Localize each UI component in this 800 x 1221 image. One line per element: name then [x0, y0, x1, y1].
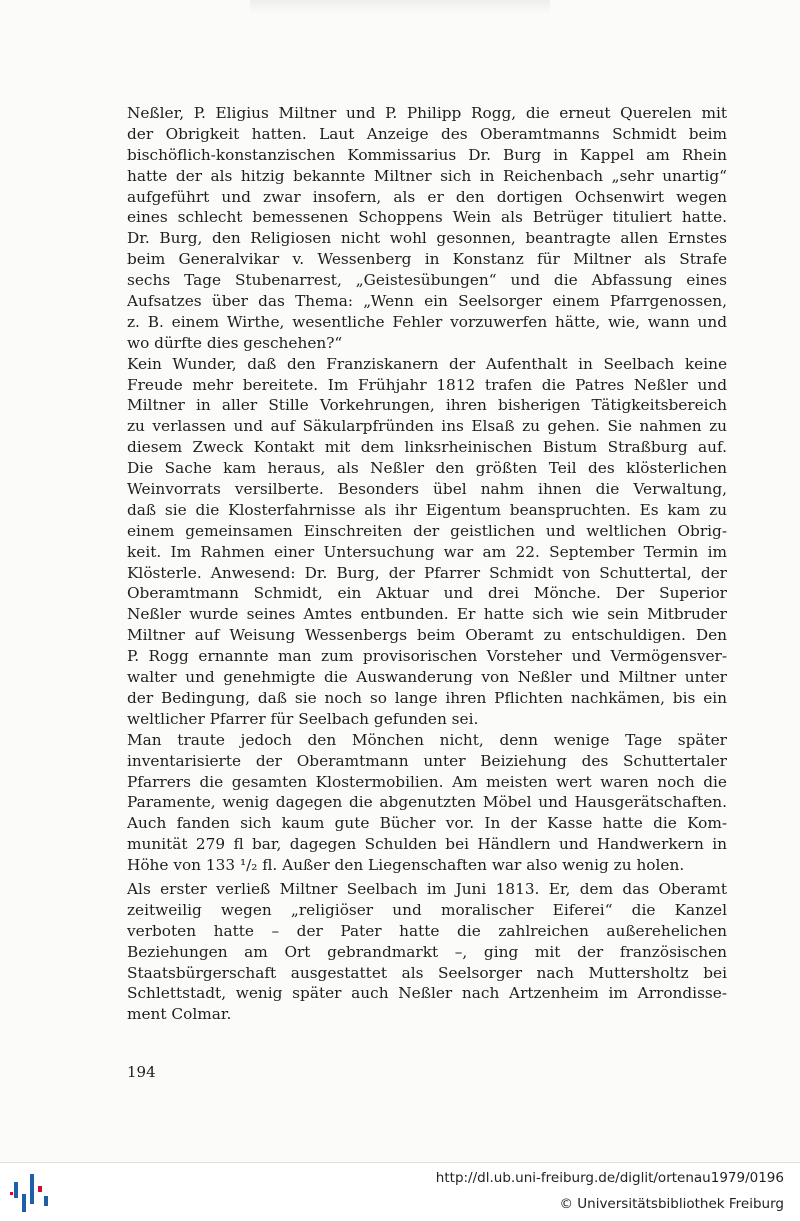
viewer-footer	[0, 1162, 800, 1221]
text-line: Staatsbürgerschaft ausgestattet als Seelsorger nach Muttersholtz bei	[127, 963, 727, 982]
text-line: Beziehungen am Ort gebrandmarkt –, ging mit der französischen	[127, 942, 727, 961]
ub-freiburg-logo-icon	[10, 1172, 50, 1214]
text-line: sechs Tage Stubenarrest, „Geistesübungen“ und die Abfassung eines	[127, 271, 727, 290]
text-line: Klösterle. Anwesend: Dr. Burg, der Pfarrer Schmidt von Schuttertal, der	[127, 563, 727, 582]
text-line: walter und genehmigte die Auswanderung von Neßler und Miltner unter	[127, 668, 727, 687]
text-line: bischöflich-konstanzischen Kommissarius Dr. Burg in Kappel am Rhein	[127, 145, 727, 164]
body-text	[127, 103, 727, 1025]
text-line: weltlicher Pfarrer für Seelbach gefunden sei.	[127, 709, 479, 728]
text-line: der Obrigkeit hatten. Laut Anzeige des Oberamtmanns Schmidt beim	[127, 124, 727, 143]
text-line: der Bedingung, daß sie noch so lange ihren Pflichten nachkämen, bis ein	[127, 688, 727, 707]
text-line: Kein Wunder, daß den Franziskanern der Aufenthalt in Seelbach keine	[127, 354, 727, 373]
text-line: einem gemeinsamen Einschreiten der geistlichen und weltlichen Obrig-	[127, 521, 727, 540]
text-line: inventarisierte der Oberamtmann unter Beiziehung des Schuttertaler	[127, 751, 727, 770]
text-line: Paramente, wenig dagegen die abgenutzten Möbel und Hausgerätschaften.	[127, 793, 727, 812]
permalink-url[interactable]: http://dl.ub.uni-freiburg.de/diglit/ortenau1979/0196	[435, 1170, 784, 1186]
text-line: keit. Im Rahmen einer Untersuchung war am 22. September Termin im	[127, 542, 727, 561]
text-line: beim Generalvikar v. Wessenberg in Konstanz für Miltner als Strafe	[127, 250, 727, 269]
text-line: munität 279 fl bar, dagegen Schulden bei Händlern und Handwerkern in	[127, 835, 727, 854]
text-line: Freude mehr bereitete. Im Frühjahr 1812 trafen die Patres Neßler und	[127, 375, 727, 394]
text-line: diesem Zweck Kontakt mit dem linksrheinischen Bistum Straßburg auf.	[127, 438, 727, 457]
text-line: Miltner in aller Stille Vorkehrungen, ihren bisherigen Tätigkeitsbereich	[127, 396, 727, 415]
text-line: Die Sache kam heraus, als Neßler den größten Teil des klösterlichen	[127, 459, 727, 478]
text-line: verboten hatte – der Pater hatte die zahlreichen außerehelichen	[127, 921, 727, 940]
text-line: hatte der als hitzig bekannte Miltner sich in Reichenbach „sehr unartig“	[127, 166, 727, 185]
text-line: Oberamtmann Schmidt, ein Aktuar und drei Mönche. Der Superior	[127, 584, 727, 603]
text-line: wo dürfte dies geschehen?“	[127, 333, 343, 352]
text-line: daß sie die Klosterfahrnisse als ihr Eigentum beanspruchten. Es kam zu	[127, 500, 727, 519]
copyright-notice: © Universitätsbibliothek Freiburg	[559, 1196, 784, 1212]
text-line: eines schlecht bemessenen Schoppens Wein als Betrüger tituliert hatte.	[127, 208, 727, 227]
text-line: Als erster verließ Miltner Seelbach im Juni 1813. Er, dem das Oberamt	[127, 879, 727, 898]
page-number: 194	[127, 1063, 156, 1081]
text-line: Weinvorrats versilberte. Besonders übel nahm ihnen die Verwaltung,	[127, 480, 727, 499]
text-line: z. B. einem Wirthe, wesentliche Fehler vorzuwerfen hätte, wie, wann und	[127, 312, 727, 331]
text-line: P. Rogg ernannte man zum provisorischen Vorsteher und Vermögensver-	[127, 647, 727, 666]
text-line: Pfarrers die gesamten Klostermobilien. Am meisten wert waren noch die	[127, 772, 727, 791]
text-line: Dr. Burg, den Religiosen nicht wohl gesonnen, beantragte allen Ernstes	[127, 229, 727, 248]
text-line: Schlettstadt, wenig später auch Neßler nach Artzenheim im Arrondisse-	[127, 984, 727, 1003]
text-line: Man traute jedoch den Mönchen nicht, denn wenige Tage später	[127, 730, 727, 749]
text-line: Auch fanden sich kaum gute Bücher vor. In der Kasse hatte die Kom-	[127, 814, 727, 833]
text-line: ment Colmar.	[127, 1005, 232, 1024]
text-line: Neßler, P. Eligius Miltner und P. Philipp Rogg, die erneut Querelen mit	[127, 104, 727, 122]
text-line: Höhe von 133 ¹/₂ fl. Außer den Liegenschaften war also wenig zu holen.	[127, 856, 685, 875]
text-line: zu verlassen und auf Säkularpfründen ins Elsaß zu gehen. Sie nahmen zu	[127, 417, 727, 436]
text-line: Miltner auf Weisung Wessenbergs beim Oberamt zu entschuldigen. Den	[127, 626, 727, 645]
scan-shadow	[250, 0, 550, 14]
text-line: Neßler wurde seines Amtes entbunden. Er hatte sich wie sein Mitbruder	[127, 605, 727, 624]
text-line: aufgeführt und zwar insofern, als er den dortigen Ochsenwirt wegen	[127, 187, 727, 206]
text-line: zeitweilig wegen „religiöser und moralischer Eiferei“ die Kanzel	[127, 900, 727, 919]
text-line: Aufsatzes über das Thema: „Wenn ein Seelsorger einem Pfarrgenossen,	[127, 292, 727, 311]
